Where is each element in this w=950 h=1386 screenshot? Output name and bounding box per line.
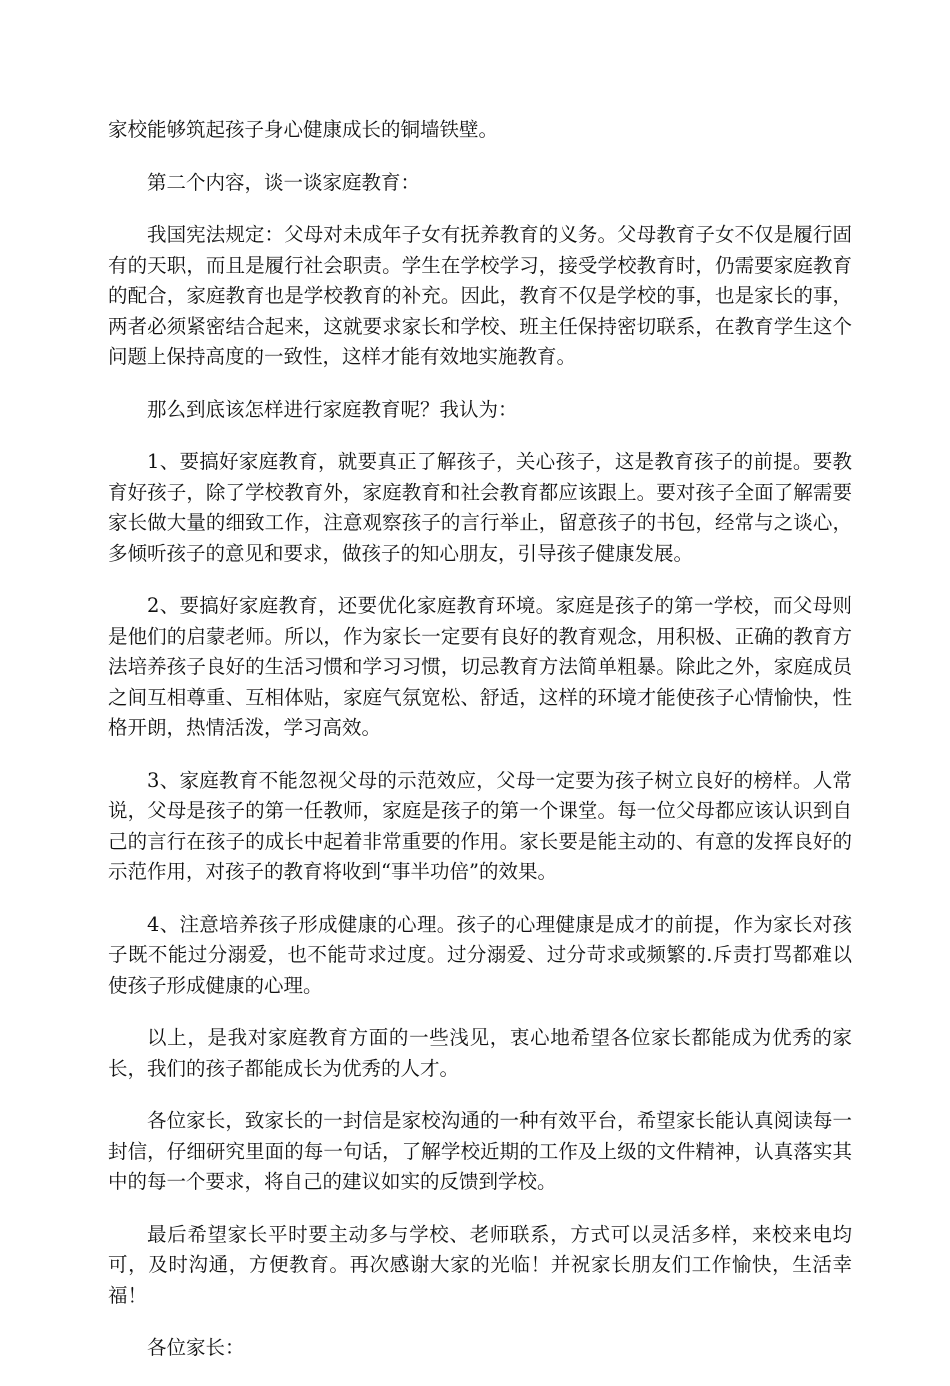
- paragraph-constitution: 我国宪法规定：父母对未成年子女有抚养教育的义务。父母教育子女不仅是履行固有的天职，而且是履行社会职责。学生在学校学习，接受学校教育时，仍需要家庭教育的配合，家庭教育也是学校教育的补充。因此，教育不仅是学校的事，也是家长的事，两者必须紧密结合起来，这就要求家长和学校、班主任保持密切联系，在教育学生这个问题上保持高度的一致性，这样才能有效地实施教育。: [108, 223, 852, 368]
- document-page: [108, 115, 852, 1386]
- paragraph-letter: 各位家长，致家长的一封信是家校沟通的一种有效平台，希望家长能认真阅读每一封信，仔细研究里面的每一句话，了解学校近期的工作及上级的文件精神，认真落实其中的每一个要求，将自己的建议如实的反馈到学校。: [108, 1109, 852, 1193]
- paragraph-closing: 最后希望家长平时要主动多与学校、老师联系，方式可以灵活多样，来校来电均可，及时沟通，方便教育。再次感谢大家的光临！并祝家长朋友们工作愉快，生活幸福！: [108, 1222, 852, 1307]
- paragraph-point-2: 2、要搞好家庭教育，还要优化家庭教育环境。家庭是孩子的第一学校，而父母则是他们的启蒙老师。所以，作为家长一定要有良好的教育观念，用积极、正确的教育方法培养孩子良好的生活习惯和学习习惯，切忌教育方法简单粗暴。除此之外，家庭成员之间互相尊重、互相体贴，家庭气氛宽松、舒适，这样的环境才能使孩子心情愉快，性格开朗，热情活泼，学习高效。: [108, 594, 852, 739]
- paragraph-question: 那么到底该怎样进行家庭教育呢？我认为：: [147, 397, 518, 421]
- paragraph-section-heading: 第二个内容，谈一谈家庭教育：: [147, 170, 421, 194]
- paragraph-point-1: 1、要搞好家庭教育，就要真正了解孩子，关心孩子，这是教育孩子的前提。要教育好孩子，除了学校教育外，家庭教育和社会教育都应该跟上。要对孩子全面了解需要家长做大量的细致工作，注意观察孩子的言行举止，留意孩子的书包，经常与之谈心，多倾听孩子的意见和要求，做孩子的知心朋友，引导孩子健康发展。: [108, 450, 852, 565]
- paragraph-continuation: 家校能够筑起孩子身心健康成长的铜墙铁壁。: [108, 118, 499, 141]
- paragraph-summary: 以上，是我对家庭教育方面的一些浅见，衷心地希望各位家长都能成为优秀的家长，我们的孩子都能成长为优秀的人才。: [108, 1026, 852, 1080]
- paragraph-point-4: 4、注意培养孩子形成健康的心理。孩子的心理健康是成才的前提，作为家长对孩子既不能过分溺爱，也不能苛求过度。过分溺爱、过分苛求或频繁的.斥责打骂都难以使孩子形成健康的心理。: [108, 912, 852, 997]
- paragraph-point-3: 3、家庭教育不能忽视父母的示范效应，父母一定要为孩子树立良好的榜样。人常说，父母是孩子的第一任教师，家庭是孩子的第一个课堂。每一位父母都应该认识到自己的言行在孩子的成长中起着非常重要的作用。家长要是能主动的、有意的发挥良好的示范作用，对孩子的教育将收到“事半功倍”的效果。: [108, 768, 852, 883]
- paragraph-salutation: 各位家长：: [147, 1336, 245, 1359]
